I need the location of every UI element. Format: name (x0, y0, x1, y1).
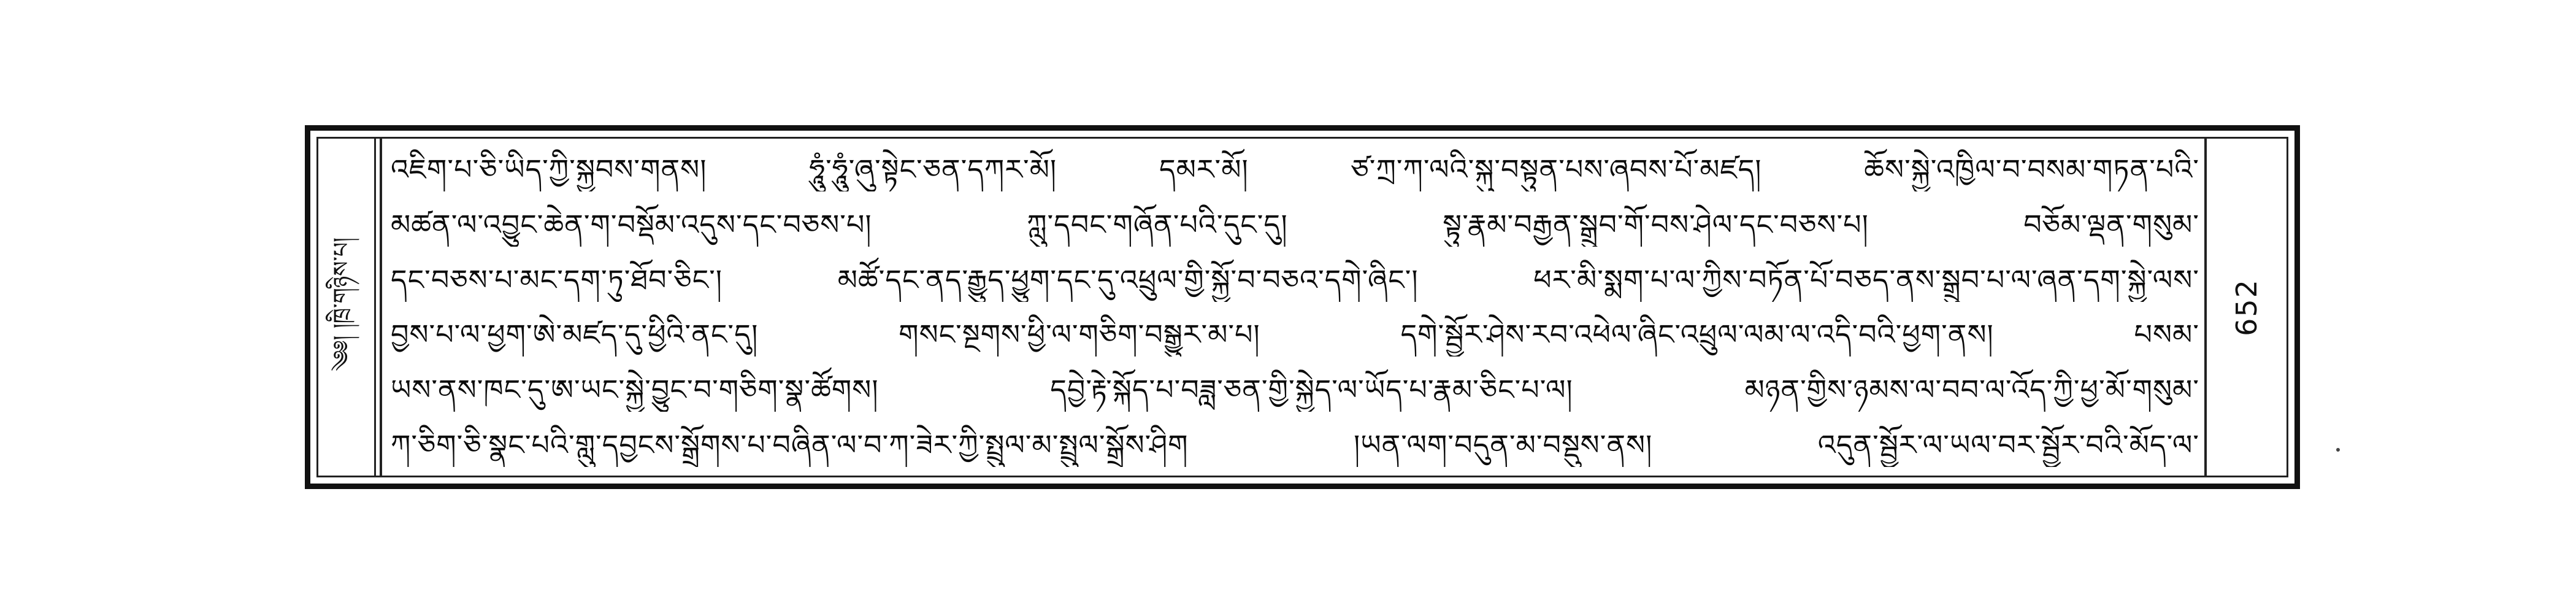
left-margin (318, 139, 382, 476)
scan-speck (2336, 448, 2340, 452)
text-line-2: མཚན་ལ་འབྱུང་ཆེན་ག་བསྡོམ་འདུས་དང་བཅས་པ། ཀླུ་དབང་གཞོན་པའི་དུང་དུ། སྟུ་རྣམ་བརྒྱན་སྒྲུབ་གོ་བས་ཤེལ་དང་བཅས་པ། བཅོམ་ལྡན་གསུམ་ (391, 207, 2199, 241)
margin-label-text: ༄༅། །ཁྲི་གཉིས་པ། (329, 237, 355, 372)
pecha-folio (305, 125, 2300, 489)
text-line-4: བྱས་པ་ལ་ཕྱག་ཨེ་མཛད་དུ་ཕྱིའི་ནང་དུ། གསང་སྔགས་ཕྱི་ལ་གཅིག་བསྒྱུར་མ་པ། དགེ་སྦྱོར་ཤེས་རབ་འཕེལ་ཞིང་འཕྲུལ་ལམ་ལ་འདི་བའི་ཕྱག་ནས། པསམ་ (391, 318, 2199, 352)
margin-label (323, 175, 372, 433)
text-line-6: ཀ་ཅིག་ཅི་སྣང་པའི་གླུ་དབྱངས་སྒྲོགས་པ་བཞིན་ལ་བ་ཀ་ཟེར་ཀྱི་སྤྲུལ་མ་སྤྲུལ་སྒྲོས་ཤིག །ཡན་ལག་བདུན་མ་བསྡུས་ནས། འདུན་སྦྱོར་ལ་ཡལ་བར་སྦྱོར་བའི་མོད་ལ་ (391, 428, 2199, 461)
text-line-1: འཇིག་པ་ཅི་ཡིད་ཀྱི་སྐྱབས་གནས། ཧཱུཾ་ཧཱུཾ་ཞུ་སྟེང་ཅན་དཀར་མོ། དམར་མོ། ཙ་ཀྲ་ཀ་ལའི་སྐུ་བསྟུན་པས་ཞབས་པོ་མཛད། ཆོས་སྐྱེ་འཁྱིལ་བ་བསམ་གཏན་པའི་ (391, 153, 2199, 186)
folio-text-block (391, 147, 2199, 467)
text-line-3: དང་བཅས་པ་མང་དག་ཏུ་ཐོབ་ཅིང་། མཚོ་དང་ནད་རྒྱུད་ཕྱུག་དང་དུ་འཕྲུལ་གྱི་སྐྱོ་བ་བཅའ་དགེ་ཞིང་། ཕར་མི་སྨག་པ་ལ་ཀྱིས་བཏོན་པོ་བཅད་ནས་སྒྲུབ་པ་ལ་ཞན་དག་སྐྱེ་ལས་ (391, 263, 2199, 296)
page-number (2207, 139, 2287, 476)
right-margin (2204, 139, 2287, 476)
page-number-text: 652 (2230, 278, 2263, 336)
folio-inner-frame (316, 137, 2288, 477)
text-line-5: ཡས་ནས་ཁང་དུ་ཨ་ཡང་སྐྱེ་བྱུང་བ་གཅིག་སྣ་ཚོགས། དབྱེ་རྟེ་སྐོད་པ་བཟླ་ཅན་གྱི་སྐྱེད་ལ་ཡོད་པ་རྣམ་ཅིང་པ་ལ། མཉན་གྱིས་ཉམས་ལ་བབ་ལ་འོད་ཀྱི་ཕྱ་མོ་གསུམ་ (391, 373, 2199, 407)
